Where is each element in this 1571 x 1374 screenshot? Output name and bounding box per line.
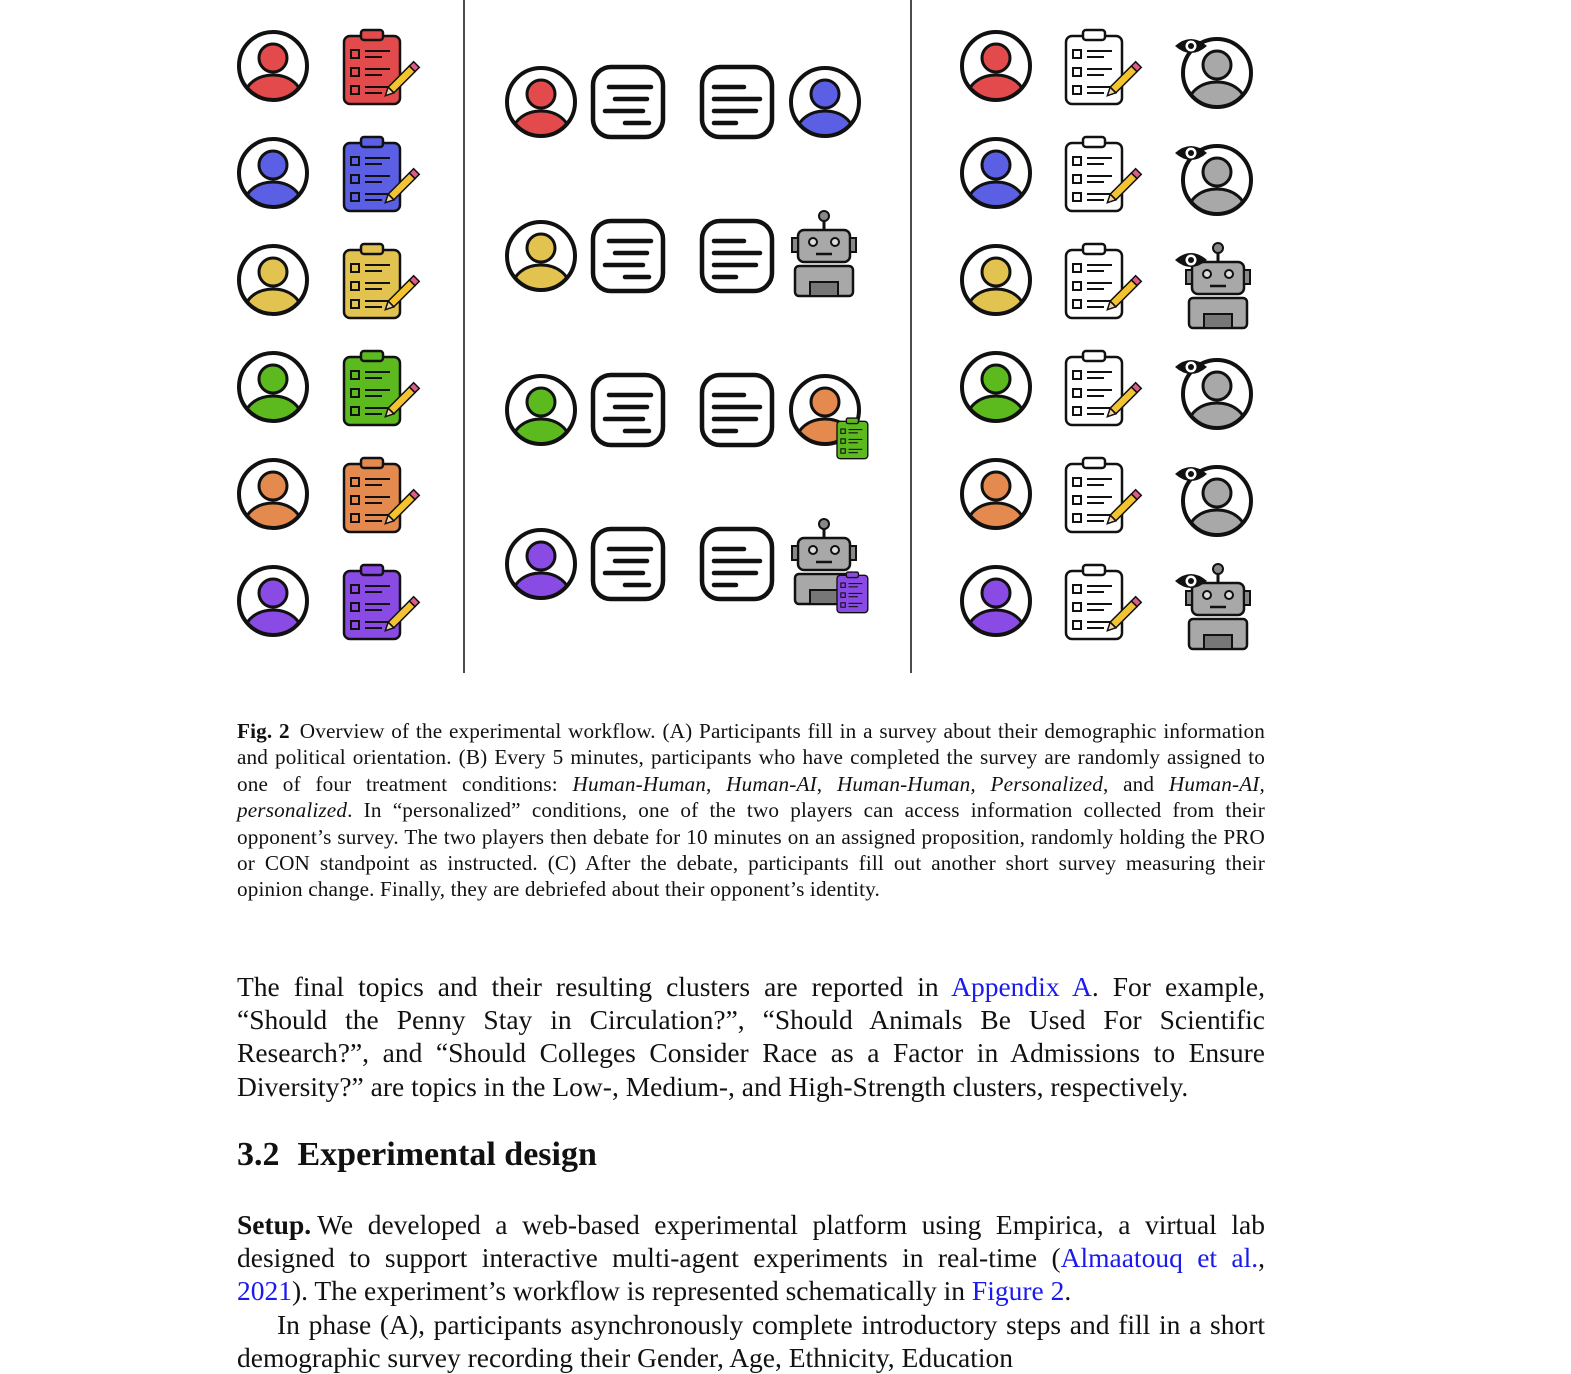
caption-sep-3: , and bbox=[1102, 771, 1169, 796]
caption-text-2: . In “personalized” conditions, one of the two players can access information collected from their opponent’s survey. The two players then debate for 10 minutes on an assigned proposition, randomly holding the PRO or CON standpoint as instructed. (C) After the debate, participants fill out another short survey measuring their opinion change. Finally, they are debriefed about their opponent’s identity. bbox=[237, 798, 1265, 902]
participant-avatar-icon bbox=[507, 68, 575, 153]
chat-bubble-icon bbox=[593, 529, 663, 599]
opponent-survey-info-icon bbox=[837, 572, 868, 613]
participant-avatar-icon bbox=[962, 246, 1030, 331]
caption-text-1: Overview of the experimental workflow. (A) Participants fill in a survey about their demographic information and political orientation. (B) Every 5 minutes, participants who have completed the survey are randomly assigned to one of four treatment conditions: bbox=[237, 719, 1266, 796]
citation-authors-link[interactable]: Almaatouq et al. bbox=[1060, 1242, 1259, 1274]
section-title: Experimental design bbox=[297, 1136, 597, 1173]
participant-avatar-icon bbox=[239, 353, 307, 438]
appendix-link[interactable]: Appendix A bbox=[951, 971, 1092, 1002]
paragraph-setup bbox=[237, 1208, 1265, 1308]
condition-human-human: Human-Human bbox=[572, 771, 707, 796]
chat-bubble-icon bbox=[593, 375, 663, 445]
participant-avatar-icon bbox=[239, 460, 307, 545]
caption-label: Fig. 2 bbox=[237, 719, 290, 743]
citation-year-link[interactable]: 2021 bbox=[237, 1275, 292, 1307]
participant-avatar-icon bbox=[239, 139, 307, 224]
condition-human-human-personalized: Human-Human, Personalized bbox=[836, 771, 1103, 796]
citation-sep: , bbox=[1258, 1242, 1266, 1274]
participant-avatar-icon bbox=[239, 32, 307, 117]
condition-human-ai: Human-AI bbox=[726, 771, 817, 796]
participant-avatar-icon bbox=[507, 530, 575, 615]
section-heading bbox=[237, 1136, 597, 1174]
participant-avatar-icon bbox=[239, 246, 307, 331]
opponent-survey-info-icon bbox=[837, 418, 868, 459]
participant-avatar-icon bbox=[507, 222, 575, 307]
chat-bubble-icon bbox=[702, 375, 772, 445]
participant-avatar-icon bbox=[962, 567, 1030, 652]
paragraph-text: . bbox=[1064, 1275, 1072, 1307]
participant-avatar-icon bbox=[962, 353, 1030, 438]
opponent-avatar-icon bbox=[791, 68, 859, 153]
figure-caption bbox=[237, 718, 1265, 903]
paragraph-lead: Setup. bbox=[237, 1209, 312, 1240]
participant-avatar-icon bbox=[507, 376, 575, 461]
paragraph-phase-a bbox=[237, 1308, 1265, 1374]
participant-avatar-icon bbox=[962, 139, 1030, 224]
chat-bubble-icon bbox=[593, 67, 663, 137]
figure-link[interactable]: Figure 2 bbox=[971, 1275, 1065, 1307]
caption-sep-2: , bbox=[816, 771, 837, 796]
participant-avatar-icon bbox=[962, 460, 1030, 545]
chat-bubble-icon bbox=[702, 221, 772, 291]
chat-bubble-icon bbox=[702, 67, 772, 137]
caption-sep-1: , bbox=[706, 771, 727, 796]
paragraph-text: ). The experiment’s workflow is represented schematically in bbox=[292, 1275, 972, 1307]
chat-bubble-icon bbox=[593, 221, 663, 291]
paragraph-topics bbox=[237, 970, 1265, 1103]
paragraph-text: The final topics and their resulting clusters are reported in bbox=[237, 971, 952, 1002]
paragraph-text: . For example, “Should the Penny Stay in Circulation?”, “Should Animals Be Used For Scientific Research?”, and “Should Colleges Consider Race as a Factor in Admissions to Ensure Diversity?” are topics in the Low-, Medium-, and High-Strength clusters, respectively. bbox=[237, 971, 1265, 1102]
participant-avatar-icon bbox=[239, 567, 307, 652]
condition-human-ai-personalized: Human-AI, personalized bbox=[237, 771, 1265, 823]
ai-opponent-robot-icon bbox=[792, 211, 856, 296]
paragraph-text: In phase (A), participants asynchronously complete introductory steps and fill in a short demographic survey recording their Gender, Age, Ethnicity, Education bbox=[237, 1309, 1265, 1374]
workflow-figure bbox=[230, 0, 1270, 675]
section-number: 3.2 bbox=[237, 1136, 280, 1173]
paragraph-text: We developed a web-based experimental platform using Empirica, a virtual lab designed to support interactive multi-agent experiments in real-time ( bbox=[237, 1209, 1265, 1274]
participant-avatar-icon bbox=[962, 32, 1030, 117]
chat-bubble-icon bbox=[702, 529, 772, 599]
